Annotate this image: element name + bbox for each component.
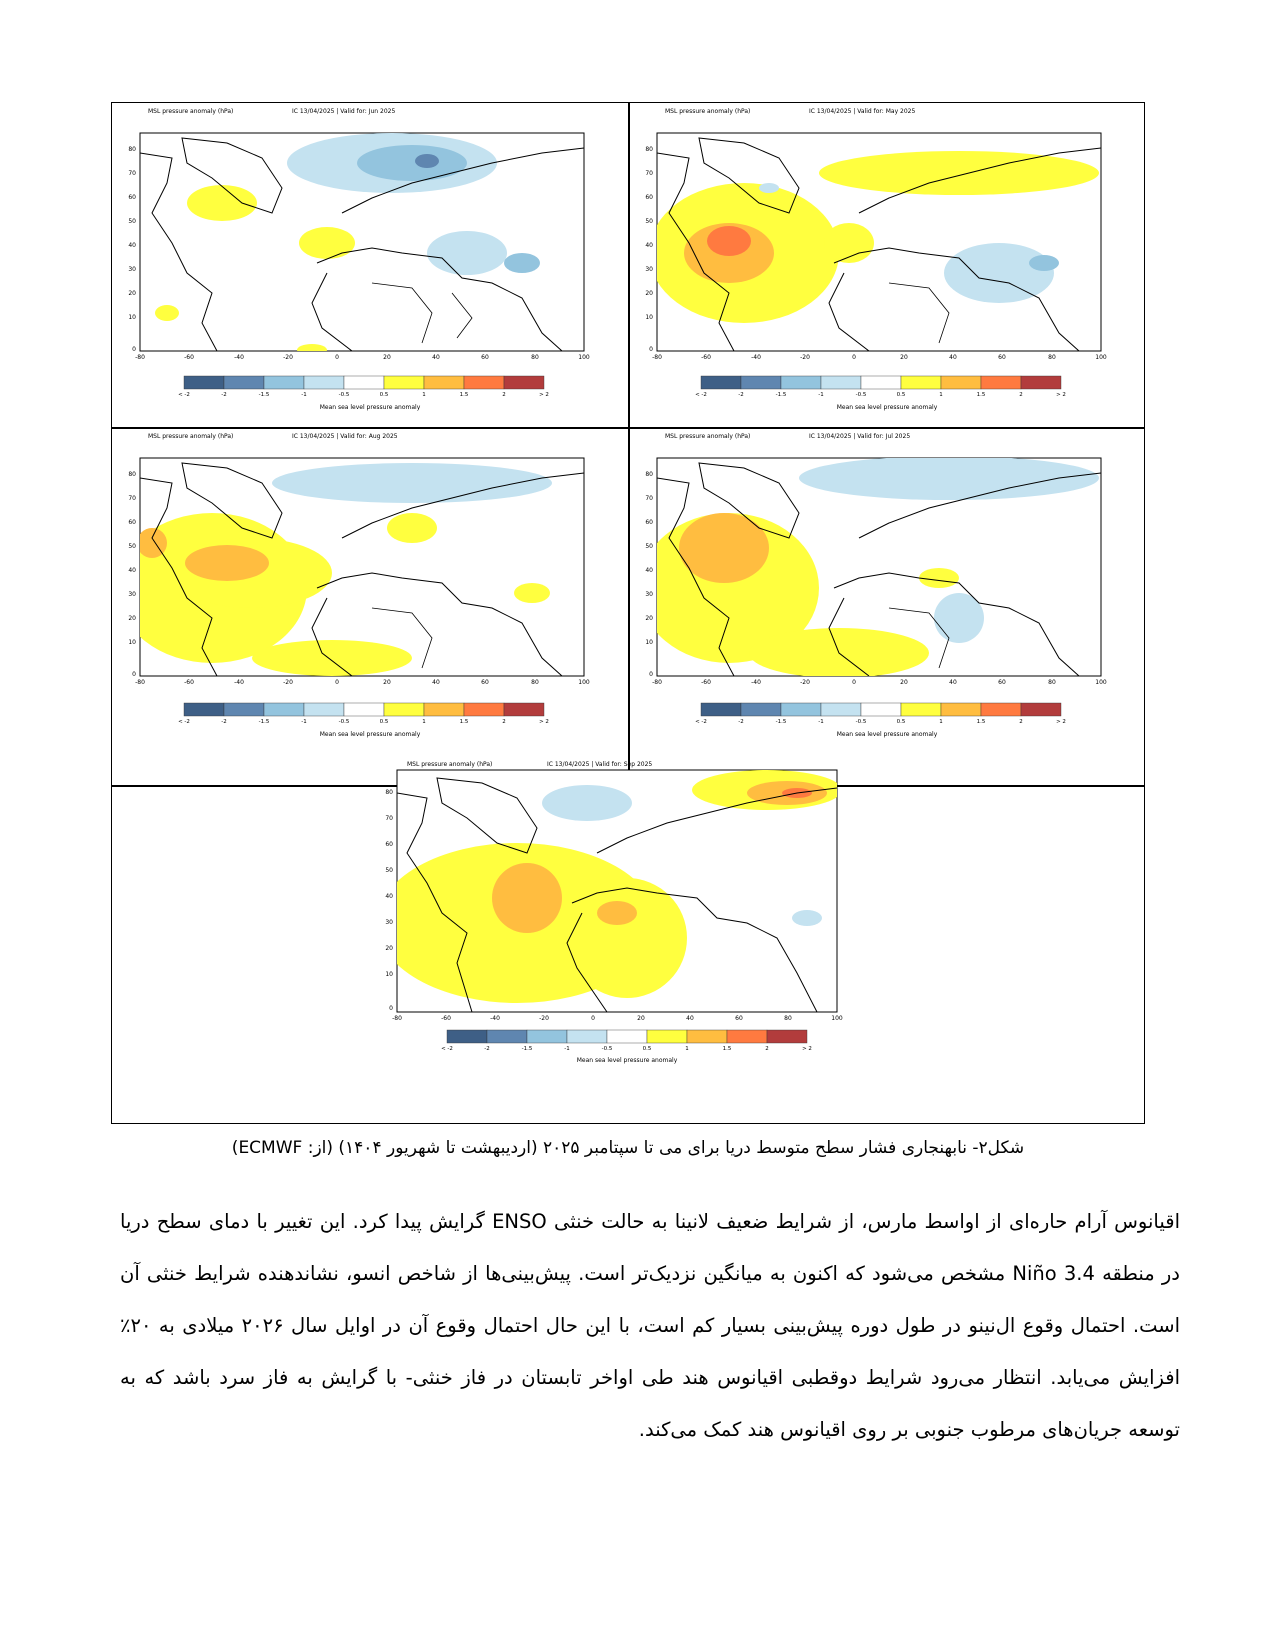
x-tick: 0: [335, 354, 339, 361]
legend-swatch: [424, 376, 464, 389]
y-tick: 50: [645, 218, 653, 225]
legend-swatch: [981, 376, 1021, 389]
legend-label: Mean sea level pressure anomaly: [319, 731, 421, 738]
x-tick: -60: [184, 679, 194, 686]
y-tick: 60: [645, 194, 653, 201]
legend-tick: -2: [738, 392, 744, 398]
x-tick: 40: [949, 354, 957, 361]
legend-swatch: [567, 1030, 607, 1043]
legend-tick: 1: [422, 719, 426, 725]
legend-tick: -1.5: [258, 392, 270, 398]
legend-swatch: [527, 1030, 567, 1043]
legend-tick: 1.5: [976, 719, 986, 725]
legend-swatch: [1021, 376, 1061, 389]
x-tick: -20: [800, 679, 810, 686]
map-sep: [377, 758, 877, 1123]
x-tick: 20: [900, 679, 908, 686]
legend-swatch: [901, 376, 941, 389]
x-tick: -60: [701, 679, 711, 686]
y-tick: 60: [385, 841, 393, 848]
x-tick: 100: [578, 679, 590, 686]
x-tick: -40: [751, 354, 761, 361]
y-tick: 10: [128, 314, 136, 321]
legend-swatch: [727, 1030, 767, 1043]
legend-tick: -1.5: [521, 1046, 533, 1052]
y-tick: 10: [385, 971, 393, 978]
x-tick: 20: [637, 1015, 645, 1022]
legend-colorbar: [701, 376, 1061, 389]
legend-swatch: [224, 703, 264, 716]
legend-tick: 0.5: [379, 719, 389, 725]
legend-tick: 2: [1019, 392, 1023, 398]
x-tick: 0: [852, 354, 856, 361]
x-tick: 80: [531, 354, 539, 361]
panel-header-right: IC 13/04/2025 | Valid for: Sep 2025: [547, 761, 653, 768]
y-tick: 30: [385, 919, 393, 926]
panel-header-right: IC 13/04/2025 | Valid for: May 2025: [809, 108, 916, 115]
y-tick: 20: [385, 945, 393, 952]
x-tick: 0: [335, 679, 339, 686]
x-tick: 0: [591, 1015, 595, 1022]
y-tick: 80: [645, 146, 653, 153]
legend-tick: 2: [502, 719, 506, 725]
y-tick: 40: [128, 567, 136, 574]
x-tick: 60: [481, 354, 489, 361]
legend-tick: 1.5: [459, 719, 469, 725]
legend-tick: -1.5: [775, 392, 787, 398]
legend-tick: -0.5: [601, 1046, 613, 1052]
x-tick: 100: [1095, 679, 1107, 686]
y-tick: 40: [645, 567, 653, 574]
legend-swatch: [504, 703, 544, 716]
y-tick: 40: [385, 893, 393, 900]
legend-tick: -0.5: [855, 392, 867, 398]
y-tick: 70: [645, 495, 653, 502]
legend-swatch: [647, 1030, 687, 1043]
legend-label: Mean sea level pressure anomaly: [836, 731, 938, 738]
legend-tick: > 2: [802, 1046, 812, 1052]
x-tick: 20: [900, 354, 908, 361]
x-tick: 100: [831, 1015, 843, 1022]
x-tick: 60: [481, 679, 489, 686]
legend-swatch: [424, 703, 464, 716]
panel-header-right: IC 13/04/2025 | Valid for: Jun 2025: [292, 108, 396, 115]
legend-tick: > 2: [1056, 392, 1066, 398]
y-tick: 20: [128, 615, 136, 622]
y-tick: 0: [132, 671, 136, 678]
x-tick: 0: [852, 679, 856, 686]
legend-tick: 0.5: [642, 1046, 652, 1052]
x-tick: -20: [800, 354, 810, 361]
map-panel-jul: [629, 428, 1145, 785]
legend-tick: > 2: [539, 392, 549, 398]
x-tick: 80: [531, 679, 539, 686]
legend-swatch: [687, 1030, 727, 1043]
legend-tick: < -2: [178, 392, 190, 398]
legend-swatch: [861, 376, 901, 389]
legend-tick: 1.5: [976, 392, 986, 398]
legend-label: Mean sea level pressure anomaly: [319, 404, 421, 411]
legend-swatch: [344, 376, 384, 389]
map-aug: [112, 428, 628, 785]
legend-swatch: [941, 376, 981, 389]
legend-swatch: [344, 703, 384, 716]
legend-swatch: [701, 376, 741, 389]
panel-header-left: MSL pressure anomaly (hPa): [665, 433, 751, 440]
legend-tick: -1: [301, 719, 307, 725]
legend-tick: -0.5: [338, 392, 350, 398]
map-panel-aug: [112, 428, 628, 785]
legend-swatch: [781, 703, 821, 716]
y-tick: 0: [132, 346, 136, 353]
x-tick: 60: [735, 1015, 743, 1022]
x-tick: -20: [283, 679, 293, 686]
x-tick: 40: [432, 354, 440, 361]
legend-swatch: [1021, 703, 1061, 716]
legend-tick: < -2: [695, 392, 707, 398]
legend-tick: 2: [502, 392, 506, 398]
legend-tick: 1.5: [722, 1046, 732, 1052]
legend-label: Mean sea level pressure anomaly: [836, 404, 938, 411]
legend-swatch: [701, 703, 741, 716]
legend-swatch: [184, 703, 224, 716]
legend-tick: 1: [422, 392, 426, 398]
figure-caption: شکل۲- نابهنجاری فشار سطح متوسط دریا برای می تا سپتامبر ۲۰۲۵ (اردیبهشت تا شهریور ۱۴۰۴) (از: ECMWF): [231, 1138, 1025, 1158]
y-tick: 60: [128, 194, 136, 201]
legend-swatch: [767, 1030, 807, 1043]
y-tick: 0: [389, 1005, 393, 1012]
x-tick: -40: [234, 354, 244, 361]
legend-tick: > 2: [1056, 719, 1066, 725]
figure-frame: [111, 102, 1145, 1124]
legend-tick: -1: [818, 392, 824, 398]
y-tick: 70: [645, 170, 653, 177]
panel-header-left: MSL pressure anomaly (hPa): [148, 433, 234, 440]
legend-tick: -2: [221, 719, 227, 725]
y-tick: 20: [128, 290, 136, 297]
y-tick: 80: [385, 789, 393, 796]
legend-tick: -1: [301, 392, 307, 398]
x-tick: -80: [135, 679, 145, 686]
legend-tick: 1: [685, 1046, 689, 1052]
map-jun: [112, 103, 628, 427]
legend-swatch: [821, 376, 861, 389]
x-tick: -40: [234, 679, 244, 686]
paragraph-text: اقیانوس آرام حاره‌ای از اواسط مارس، از شرایط ضعیف لانینا به حالت خنثی ENSO گرایش پیدا کرد. این تغییر با دمای سطح دریا در منطقه Niño 3.4 مشخص می‌شود که اکنون به میانگین نزدیک‌تر است. پیش‌بینی‌ها از شاخص انسو، نشاندهنده شرایط خنثی آن است. احتمال وقوع ال‌نینو در طول دوره پیش‌بینی بسیار کم است، با این حال احتمال وقوع آن در اوایل سال ۲۰۲۶ میلادی به ۲۰٪ افزایش می‌یابد. انتظار می‌رود شرایط دوقطبی اقیانوس هند طی اواخر تابستان در فاز خنثی- با گرایش به فاز سرد باشد که به توسعه جریان‌های مرطوب جنوبی بر روی اقیانوس هند کمک می‌کند.: [120, 1210, 1181, 1441]
y-tick: 30: [645, 266, 653, 273]
panel-header-right: IC 13/04/2025 | Valid for: Aug 2025: [292, 433, 398, 440]
legend-tick: 2: [765, 1046, 769, 1052]
legend-swatch: [981, 703, 1021, 716]
legend-swatch: [304, 703, 344, 716]
y-tick: 80: [128, 471, 136, 478]
x-tick: 20: [383, 679, 391, 686]
y-tick: 10: [128, 639, 136, 646]
legend-swatch: [821, 703, 861, 716]
x-tick: -80: [392, 1015, 402, 1022]
x-tick: 40: [432, 679, 440, 686]
legend-tick: < -2: [441, 1046, 453, 1052]
y-tick: 0: [649, 346, 653, 353]
legend-tick: 0.5: [896, 719, 906, 725]
legend-tick: -0.5: [855, 719, 867, 725]
legend-tick: 1: [939, 719, 943, 725]
legend-tick: 0.5: [896, 392, 906, 398]
y-tick: 0: [649, 671, 653, 678]
panel-header-left: MSL pressure anomaly (hPa): [665, 108, 751, 115]
legend-tick: 0.5: [379, 392, 389, 398]
x-tick: 40: [949, 679, 957, 686]
legend-label: Mean sea level pressure anomaly: [576, 1057, 678, 1064]
map-panel-may: [629, 103, 1145, 427]
x-tick: -80: [652, 679, 662, 686]
x-tick: 100: [578, 354, 590, 361]
x-tick: 40: [686, 1015, 694, 1022]
x-tick: 100: [1095, 354, 1107, 361]
legend-tick: 2: [1019, 719, 1023, 725]
y-tick: 70: [128, 170, 136, 177]
y-tick: 10: [645, 314, 653, 321]
legend-tick: -1: [818, 719, 824, 725]
legend-tick: -1: [564, 1046, 570, 1052]
legend-tick: 1.5: [459, 392, 469, 398]
x-tick: -80: [652, 354, 662, 361]
legend-swatch: [504, 376, 544, 389]
y-tick: 80: [128, 146, 136, 153]
x-tick: 20: [383, 354, 391, 361]
legend-tick: -1.5: [775, 719, 787, 725]
y-tick: 50: [385, 867, 393, 874]
body-paragraph: [120, 1196, 1180, 1456]
x-tick: -20: [539, 1015, 549, 1022]
legend-swatch: [781, 376, 821, 389]
panel-header-left: MSL pressure anomaly (hPa): [407, 761, 493, 768]
legend-swatch: [901, 703, 941, 716]
y-tick: 60: [128, 519, 136, 526]
legend-swatch: [487, 1030, 527, 1043]
legend-swatch: [384, 376, 424, 389]
legend-swatch: [184, 376, 224, 389]
x-tick: -60: [184, 354, 194, 361]
x-tick: -20: [283, 354, 293, 361]
y-tick: 70: [128, 495, 136, 502]
legend-colorbar: [447, 1030, 807, 1043]
x-tick: 80: [1048, 354, 1056, 361]
y-tick: 30: [128, 591, 136, 598]
y-tick: 80: [645, 471, 653, 478]
legend-tick: < -2: [178, 719, 190, 725]
x-tick: -60: [441, 1015, 451, 1022]
legend-swatch: [741, 703, 781, 716]
legend-swatch: [464, 376, 504, 389]
legend-colorbar: [184, 703, 544, 716]
legend-colorbar: [701, 703, 1061, 716]
x-tick: 60: [998, 354, 1006, 361]
y-tick: 40: [128, 242, 136, 249]
panel-header-right: IC 13/04/2025 | Valid for: Jul 2025: [809, 433, 911, 440]
legend-swatch: [861, 703, 901, 716]
legend-tick: -2: [484, 1046, 490, 1052]
legend-tick: < -2: [695, 719, 707, 725]
legend-swatch: [384, 703, 424, 716]
map-panel-sep: [377, 758, 877, 1123]
y-tick: 20: [645, 615, 653, 622]
y-tick: 40: [645, 242, 653, 249]
x-tick: 80: [784, 1015, 792, 1022]
map-panel-jun: [112, 103, 628, 427]
x-tick: 80: [1048, 679, 1056, 686]
legend-swatch: [741, 376, 781, 389]
y-tick: 20: [645, 290, 653, 297]
y-tick: 10: [645, 639, 653, 646]
x-tick: -40: [751, 679, 761, 686]
legend-swatch: [264, 703, 304, 716]
legend-tick: -2: [221, 392, 227, 398]
y-tick: 60: [645, 519, 653, 526]
y-tick: 50: [128, 218, 136, 225]
legend-swatch: [224, 376, 264, 389]
map-may: [629, 103, 1145, 427]
y-tick: 50: [645, 543, 653, 550]
legend-swatch: [304, 376, 344, 389]
legend-swatch: [607, 1030, 647, 1043]
y-tick: 30: [645, 591, 653, 598]
legend-tick: -1.5: [258, 719, 270, 725]
legend-tick: 1: [939, 392, 943, 398]
x-tick: 60: [998, 679, 1006, 686]
legend-tick: -2: [738, 719, 744, 725]
legend-swatch: [447, 1030, 487, 1043]
map-jul: [629, 428, 1145, 785]
legend-tick: -0.5: [338, 719, 350, 725]
legend-swatch: [464, 703, 504, 716]
legend-swatch: [941, 703, 981, 716]
x-tick: -60: [701, 354, 711, 361]
legend-swatch: [264, 376, 304, 389]
y-tick: 70: [385, 815, 393, 822]
x-tick: -80: [135, 354, 145, 361]
panel-header-left: MSL pressure anomaly (hPa): [148, 108, 234, 115]
y-tick: 30: [128, 266, 136, 273]
legend-colorbar: [184, 376, 544, 389]
y-tick: 50: [128, 543, 136, 550]
x-tick: -40: [490, 1015, 500, 1022]
legend-tick: > 2: [539, 719, 549, 725]
